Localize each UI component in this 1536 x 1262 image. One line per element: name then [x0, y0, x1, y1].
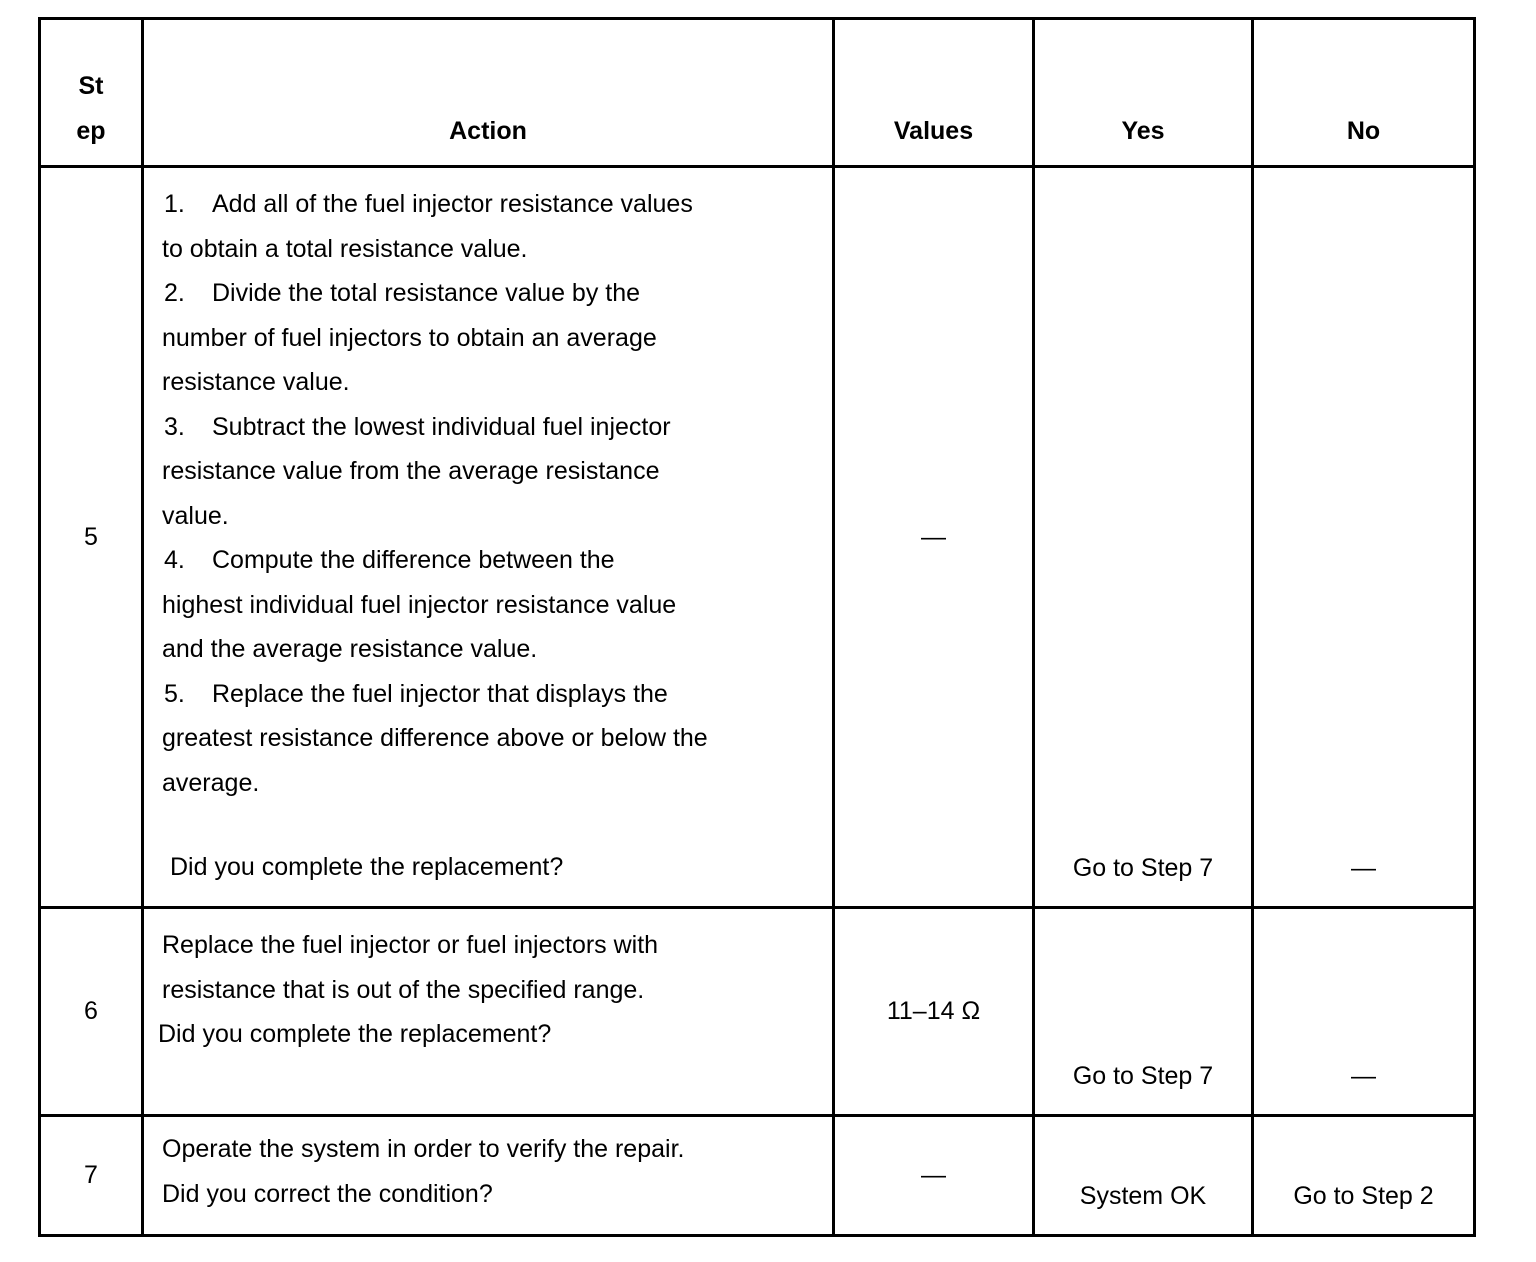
- header-step-line2: ep: [76, 116, 106, 145]
- action-text: Replace the fuel injector or fuel injectors with: [162, 931, 659, 959]
- item-number: 2.: [164, 279, 185, 307]
- action-line: [162, 538, 822, 583]
- table-row-step-5: [40, 167, 1475, 908]
- step-number: 5: [40, 167, 143, 908]
- action-question: Did you complete the replacement?: [170, 853, 564, 881]
- action-line: [162, 672, 822, 717]
- yes-cell: System OK: [1034, 1116, 1253, 1236]
- header-row: [40, 19, 1475, 167]
- action-text: resistance that is out of the specified range.: [162, 975, 645, 1004]
- header-no: No: [1253, 19, 1475, 167]
- values-cell: —: [834, 167, 1034, 908]
- item-number: 5.: [164, 679, 185, 708]
- action-question: Did you complete the replacement?: [158, 1020, 552, 1048]
- action-text: Divide the total resistance value by the: [212, 279, 641, 307]
- item-number: 3.: [164, 412, 185, 441]
- header-step: [40, 19, 143, 167]
- table-row-step-7: [40, 1116, 1475, 1236]
- header-action: Action: [143, 19, 834, 167]
- action-question: Did you correct the condition?: [162, 1179, 493, 1208]
- table-row-step-6: [40, 908, 1475, 1116]
- action-cell: [143, 908, 834, 1116]
- yes-cell: Go to Step 7: [1034, 167, 1253, 908]
- no-cell: Go to Step 2: [1253, 1116, 1475, 1236]
- no-cell: —: [1253, 167, 1475, 908]
- action-text: and the average resistance value.: [162, 635, 538, 663]
- yes-cell: Go to Step 7: [1034, 908, 1253, 1116]
- diagnostic-table: [38, 17, 1476, 1237]
- action-text: to obtain a total resistance value.: [162, 234, 528, 263]
- values-cell: —: [834, 1116, 1034, 1236]
- action-cell: [143, 167, 834, 908]
- header-values: Values: [834, 19, 1034, 167]
- action-line: [162, 182, 822, 227]
- action-text: number of fuel injectors to obtain an average: [162, 323, 657, 352]
- action-text: Compute the difference between the: [212, 546, 615, 574]
- action-text: resistance value from the average resistance: [162, 457, 660, 485]
- no-cell: —: [1253, 908, 1475, 1116]
- action-text: Operate the system in order to verify the repair.: [162, 1135, 685, 1163]
- header-yes: Yes: [1034, 19, 1253, 167]
- action-text: highest individual fuel injector resistance value: [162, 590, 677, 619]
- action-text: average.: [162, 768, 260, 797]
- action-line: [162, 271, 822, 316]
- action-line: [162, 405, 822, 450]
- header-step-line1: St: [78, 72, 104, 100]
- step-number: 6: [40, 908, 143, 1116]
- spacer: [162, 805, 822, 845]
- item-number: 4.: [164, 546, 185, 574]
- action-text: Add all of the fuel injector resistance values: [212, 190, 693, 218]
- action-text: Subtract the lowest individual fuel injector: [212, 412, 671, 441]
- action-text: resistance value.: [162, 368, 350, 396]
- action-text: greatest resistance difference above or below the: [162, 724, 708, 752]
- action-text: value.: [162, 501, 229, 530]
- values-cell: 11–14 Ω: [834, 908, 1034, 1116]
- step-number: 7: [40, 1116, 143, 1236]
- item-number: 1.: [164, 190, 185, 218]
- action-text: Replace the fuel injector that displays the: [212, 679, 668, 708]
- action-cell: [143, 1116, 834, 1236]
